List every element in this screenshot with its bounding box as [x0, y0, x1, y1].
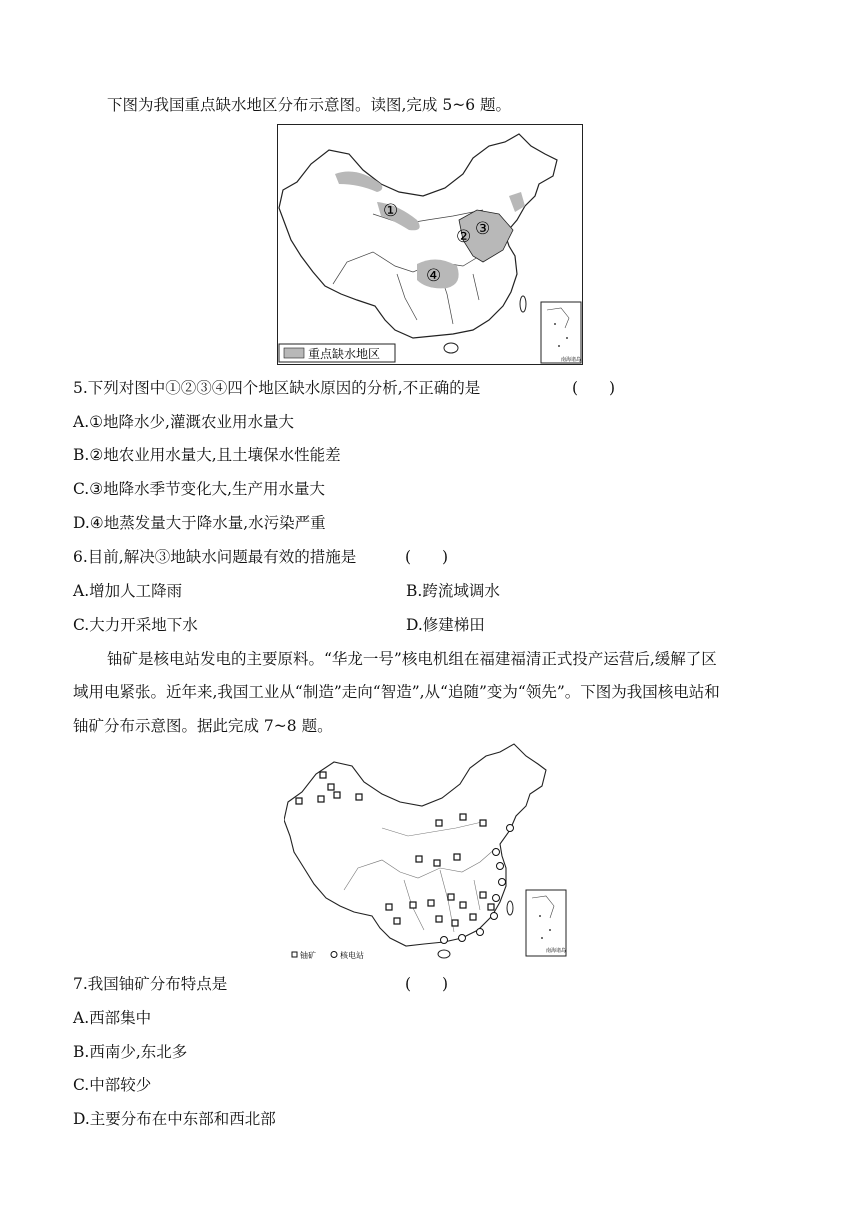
uranium-mark: [480, 820, 486, 826]
intro-5-6: 下图为我国重点缺水地区分布示意图。读图,完成 5~6 题。: [107, 96, 511, 114]
uranium-mark: [334, 792, 340, 798]
q7-answer-paren: ( ): [405, 975, 449, 993]
q5-option-b: B.②地农业用水量大,且土壤保水性能差: [73, 446, 341, 464]
q7-option-d: D.主要分布在中东部和西北部: [73, 1110, 276, 1128]
uranium-mark: [328, 784, 334, 790]
label-1: ①: [383, 201, 399, 221]
q5-option-a: A.①地降水少,灌溉农业用水量大: [73, 413, 294, 431]
uranium-mark: [320, 772, 326, 778]
q6-option-d: D.修建梯田: [406, 616, 485, 634]
q5-stem: 5.下列对图中①②③④四个地区缺水原因的分析,不正确的是: [73, 379, 481, 397]
q5-option-c: C.③地降水季节变化大,生产用水量大: [73, 480, 326, 498]
nuclear-mark: [497, 863, 504, 870]
q6-option-b: B.跨流域调水: [406, 582, 500, 600]
uranium-mark: [394, 918, 400, 924]
q7-option-a: A.西部集中: [73, 1009, 152, 1027]
q7-option-b: B.西南少,东北多: [73, 1043, 188, 1061]
label-3: ③: [475, 219, 491, 239]
uranium-mark: [436, 820, 442, 826]
uranium-mark: [470, 914, 476, 920]
q5-answer-paren: ( ): [572, 379, 616, 397]
label-4: ④: [426, 266, 442, 286]
uranium-mark: [356, 794, 362, 800]
uranium-mark: [488, 904, 494, 910]
nuclear-mark: [491, 913, 498, 920]
label-2: ②: [456, 227, 472, 247]
nuclear-mark: [493, 895, 500, 902]
nuclear-mark: [441, 937, 448, 944]
nuclear-mark: [499, 879, 506, 886]
nuclear-mark: [459, 935, 466, 942]
south-china-sea-inset-2: [526, 890, 566, 956]
uranium-mark: [386, 904, 392, 910]
q7-option-c: C.中部较少: [73, 1076, 152, 1094]
uranium-mark: [460, 902, 466, 908]
uranium-mark: [296, 798, 302, 804]
legend-nuclear: 核电站: [340, 951, 364, 960]
uranium-mark: [416, 856, 422, 862]
uranium-mark: [480, 892, 486, 898]
intro-7-8-line1: 铀矿是核电站发电的主要原料。“华龙一号”核电机组在福建福清正式投产运营后,缓解了区: [107, 650, 717, 668]
uranium-mark: [454, 854, 460, 860]
nuclear-uranium-map: [284, 740, 568, 962]
uranium-mark: [434, 860, 440, 866]
nuclear-mark: [493, 849, 500, 856]
inset-label-2: 南海诸岛: [546, 948, 567, 954]
q6-option-a: A.增加人工降雨: [73, 582, 183, 600]
legend-label: 重点缺水地区: [308, 347, 381, 361]
uranium-mark: [460, 814, 466, 820]
q7-stem: 7.我国铀矿分布特点是: [73, 975, 228, 993]
q5-option-d: D.④地蒸发量大于降水量,水污染严重: [73, 514, 326, 532]
water-shortage-map: [277, 124, 583, 365]
q6-stem: 6.目前,解决③地缺水问题最有效的措施是: [73, 548, 357, 566]
inset-label-1: 南海诸岛: [561, 357, 582, 363]
intro-7-8-line3: 铀矿分布示意图。据此完成 7~8 题。: [73, 717, 333, 735]
uranium-mark: [318, 796, 324, 802]
uranium-mark: [452, 920, 458, 926]
nuclear-mark: [477, 929, 484, 936]
uranium-mark: [436, 916, 442, 922]
intro-7-8-line2: 域用电紧张。近年来,我国工业从“制造”走向“智造”,从“追随”变为“领先”。下图为我国核电站和: [73, 683, 720, 701]
q6-answer-paren: ( ): [405, 548, 449, 566]
south-china-sea-inset: [541, 302, 581, 363]
legend-uranium: 铀矿: [300, 951, 316, 960]
uranium-mark: [410, 902, 416, 908]
uranium-mark: [428, 900, 434, 906]
nuclear-mark: [507, 825, 514, 832]
uranium-mark: [448, 894, 454, 900]
q6-option-c: C.大力开采地下水: [73, 616, 198, 634]
